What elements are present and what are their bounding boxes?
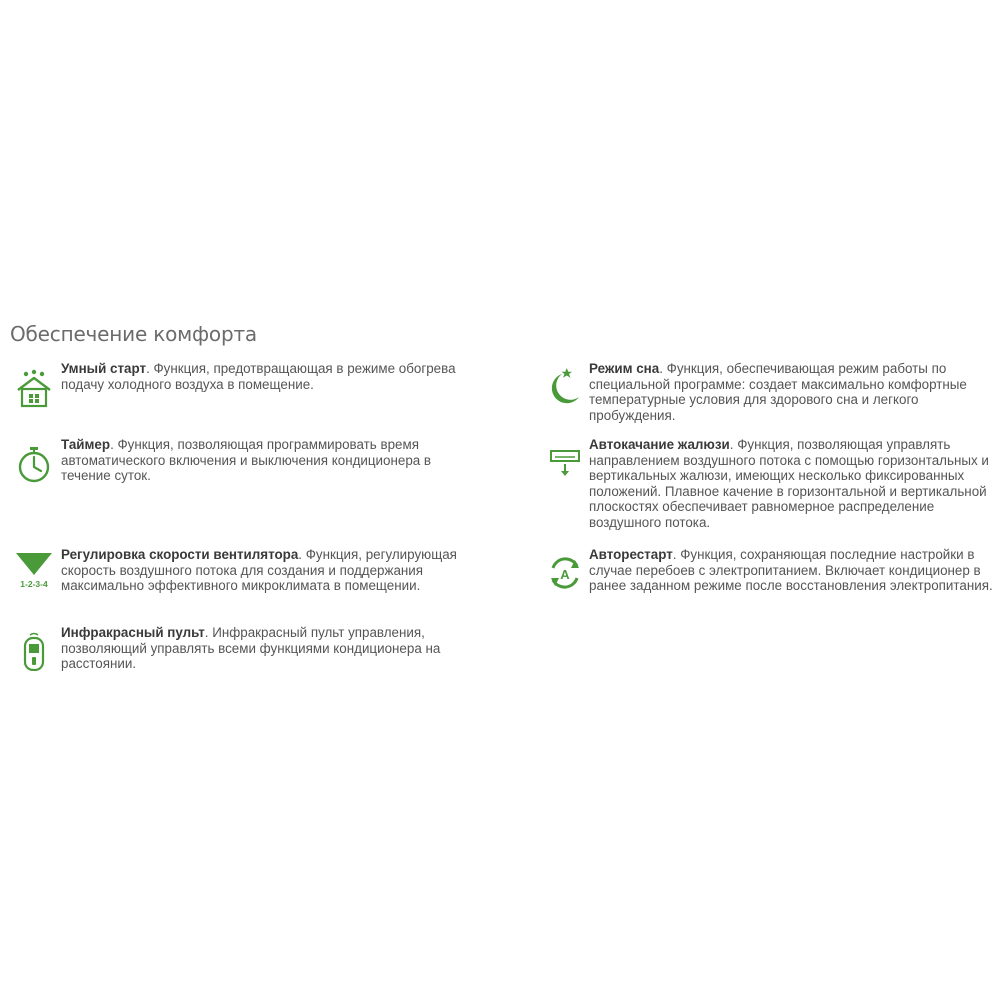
feature-text	[61, 437, 481, 484]
stopwatch-icon	[14, 445, 54, 485]
feature-text	[589, 361, 999, 423]
section-title: Обеспечение комфорта	[10, 322, 257, 346]
feature-text	[589, 437, 999, 530]
auto-restart-icon-label: A	[560, 567, 570, 582]
feature-text	[61, 625, 481, 672]
fan-speed-icon-label: 1-2-3-4	[20, 579, 48, 589]
feature-name: Инфракрасный пульт	[61, 625, 205, 640]
feature-description: . Функция, сохраняющая последние настройки в случае перебоев с электропитанием. Включает кондиционер в ранее заданном режиме после восстановления электропитания.	[589, 547, 993, 593]
feature-name: Автокачание жалюзи	[589, 437, 730, 452]
feature-description: . Функция, регулирующая скорость воздушного потока для создания и поддержания максимально эффективного микроклимата в помещении.	[61, 547, 457, 593]
fan-speed-icon	[14, 551, 54, 591]
feature-description: . Функция, обеспечивающая режим работы по специальной программе: создает максимально комфортные температурные условия для здорового сна и легкого пробуждения.	[589, 361, 967, 423]
auto-restart-icon	[545, 553, 585, 593]
feature-text	[589, 547, 999, 594]
louver-icon	[545, 443, 585, 483]
moon-icon	[545, 367, 585, 407]
feature-description: . Функция, позволяющая программировать время автоматического включения и выключения кондиционера в течение суток.	[61, 437, 432, 483]
feature-description: . Функция, позволяющая управлять направлением воздушного потока с помощью горизонтальных и вертикальных жалюзи, имеющих несколько фиксированных положений. Плавное качение в горизонтальной и вертикальной плоскостях обеспечивает равномерное распределение воздушного потока.	[589, 437, 989, 530]
feature-text	[61, 361, 481, 392]
feature-name: Авторестарт	[589, 547, 673, 562]
feature-name: Таймер	[61, 437, 111, 452]
feature-name: Регулировка скорости вентилятора	[61, 547, 299, 562]
feature-description: . Инфракрасный пульт управления, позволяющий управлять всеми функциями кондиционера на расстоянии.	[61, 625, 441, 671]
feature-text	[61, 547, 481, 594]
feature-name: Режим сна	[589, 361, 660, 376]
feature-description: . Функция, предотвращающая в режиме обогрева подачу холодного воздуха в помещение.	[61, 361, 456, 392]
remote-control-icon	[14, 631, 54, 671]
feature-name: Умный старт	[61, 361, 147, 376]
house-icon	[14, 369, 54, 409]
